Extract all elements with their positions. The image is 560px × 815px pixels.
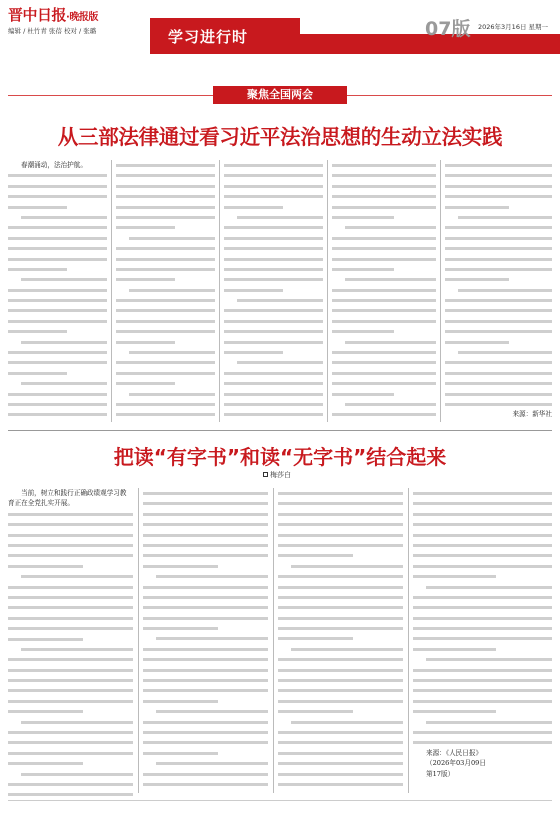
- text-line: [278, 769, 403, 779]
- text-line: [116, 181, 215, 191]
- text-line: [445, 170, 552, 180]
- text-line: [8, 274, 107, 284]
- text-line: [8, 737, 133, 747]
- byline-marker-icon: [263, 472, 268, 477]
- text-line: [8, 519, 133, 529]
- text-line: [224, 399, 323, 409]
- byline-author: 梅莎白: [270, 471, 291, 479]
- text-line: [8, 530, 133, 540]
- text-line: [332, 347, 436, 357]
- text-line: [224, 254, 323, 264]
- text-line: [143, 696, 268, 706]
- text-line: [413, 706, 552, 716]
- text-line: [445, 233, 552, 243]
- text-line: [445, 191, 552, 201]
- text-line: [224, 222, 323, 232]
- text-line: [413, 498, 552, 508]
- text-line: [278, 530, 403, 540]
- text-line: [8, 264, 107, 274]
- text-line: [8, 613, 133, 623]
- text-line: [143, 748, 268, 758]
- text-line: [224, 264, 323, 274]
- text-line: [332, 399, 436, 409]
- text-line: [8, 654, 133, 664]
- text-line: [143, 644, 268, 654]
- text-line: [224, 305, 323, 315]
- logo-edition: ·晚报版: [66, 12, 98, 23]
- text-line: [116, 337, 215, 347]
- text-line: [224, 274, 323, 284]
- text-line: [224, 170, 323, 180]
- text-line: [332, 181, 436, 191]
- text-line: [8, 295, 107, 305]
- article2-text-block: [413, 488, 552, 748]
- text-line: [332, 264, 436, 274]
- text-line: [8, 634, 133, 644]
- page-version: 07版: [425, 18, 471, 40]
- text-line: [8, 170, 107, 180]
- text-line: [143, 613, 268, 623]
- text-line: [445, 264, 552, 274]
- text-line: [8, 305, 107, 315]
- text-line: [224, 233, 323, 243]
- text-line: [8, 675, 133, 685]
- text-line: [413, 717, 552, 727]
- text-line: [413, 623, 552, 633]
- article1-headline: 从三部法律通过看习近平法治思想的生动立法实践: [57, 125, 503, 149]
- text-line: [413, 644, 552, 654]
- text-line: [413, 685, 552, 695]
- text-line: [143, 540, 268, 550]
- section-header: [8, 86, 552, 104]
- article-divider: [8, 430, 552, 431]
- text-line: [116, 274, 215, 284]
- text-line: [445, 160, 552, 170]
- text-line: [8, 550, 133, 560]
- text-line: [224, 389, 323, 399]
- text-line: [116, 326, 215, 336]
- text-line: [8, 212, 107, 222]
- article1-credit: 来源：新华社: [512, 410, 552, 419]
- text-line: [116, 202, 215, 212]
- text-line: [8, 665, 133, 675]
- issue-date: 2026年3月16日 星期一: [478, 23, 549, 31]
- text-line: [116, 357, 215, 367]
- text-line: [413, 571, 552, 581]
- article2-col-4: [413, 488, 552, 779]
- text-line: [143, 498, 268, 508]
- text-line: [143, 509, 268, 519]
- text-line: [278, 509, 403, 519]
- text-line: [8, 181, 107, 191]
- text-line: [224, 378, 323, 388]
- text-line: [278, 696, 403, 706]
- text-line: [445, 222, 552, 232]
- text-line: [143, 592, 268, 602]
- text-line: [278, 737, 403, 747]
- text-line: [8, 623, 133, 633]
- text-line: [332, 191, 436, 201]
- text-line: [278, 644, 403, 654]
- text-line: [143, 561, 268, 571]
- text-line: [8, 696, 133, 706]
- text-line: [8, 347, 107, 357]
- text-line: [143, 737, 268, 747]
- text-line: [278, 685, 403, 695]
- text-line: [332, 170, 436, 180]
- text-line: [332, 222, 436, 232]
- text-line: [116, 222, 215, 232]
- text-line: [278, 488, 403, 498]
- text-line: [413, 592, 552, 602]
- text-line: [332, 254, 436, 264]
- text-line: [116, 254, 215, 264]
- text-line: [116, 285, 215, 295]
- page-bottom-rule: [8, 800, 552, 801]
- text-line: [332, 285, 436, 295]
- text-line: [413, 727, 552, 737]
- text-line: [143, 488, 268, 498]
- text-line: [8, 748, 133, 758]
- article1-text-block: [332, 160, 436, 420]
- text-line: [445, 243, 552, 253]
- text-line: [413, 582, 552, 592]
- text-line: [8, 758, 133, 768]
- text-line: [143, 654, 268, 664]
- article2-pub-date: （2026年03月09日: [426, 759, 486, 768]
- text-line: [8, 243, 107, 253]
- text-line: [143, 685, 268, 695]
- text-line: [332, 305, 436, 315]
- text-line: [116, 212, 215, 222]
- text-line: [8, 561, 133, 571]
- text-line: [445, 337, 552, 347]
- text-line: [143, 758, 268, 768]
- text-line: [278, 675, 403, 685]
- text-line: [413, 530, 552, 540]
- text-line: [278, 665, 403, 675]
- text-line: [278, 748, 403, 758]
- column-rule: [138, 488, 139, 793]
- section-label: 聚焦全国两会: [213, 86, 347, 104]
- text-line: [116, 170, 215, 180]
- text-line: [224, 285, 323, 295]
- staff-credits: 编辑 / 杜竹青 张蓓 校对 / 张璐: [8, 27, 97, 35]
- article1-col-5: [445, 160, 552, 420]
- text-line: [445, 202, 552, 212]
- text-line: [224, 202, 323, 212]
- text-line: [278, 571, 403, 581]
- text-line: [143, 675, 268, 685]
- text-line: [8, 592, 133, 602]
- text-line: [116, 243, 215, 253]
- article2-col-1: [8, 488, 133, 800]
- article1-col-3: [224, 160, 323, 420]
- text-line: [332, 295, 436, 305]
- text-line: [278, 602, 403, 612]
- text-line: [143, 779, 268, 789]
- text-line: [143, 530, 268, 540]
- article2-text-block: [8, 509, 133, 800]
- text-line: [143, 769, 268, 779]
- text-line: [8, 191, 107, 201]
- article1-text-block: [116, 160, 215, 420]
- column-rule: [327, 160, 328, 422]
- text-line: [413, 613, 552, 623]
- text-line: [8, 706, 133, 716]
- text-line: [445, 347, 552, 357]
- text-line: [8, 337, 107, 347]
- text-line: [224, 160, 323, 170]
- text-line: [413, 654, 552, 664]
- text-line: [116, 316, 215, 326]
- text-line: [116, 368, 215, 378]
- text-line: [413, 675, 552, 685]
- article1-text-block: [8, 170, 107, 419]
- text-line: [8, 368, 107, 378]
- text-line: [8, 789, 133, 799]
- text-line: [116, 389, 215, 399]
- text-line: [116, 233, 215, 243]
- text-line: [116, 160, 215, 170]
- text-line: [116, 409, 215, 419]
- text-line: [224, 212, 323, 222]
- text-line: [224, 347, 323, 357]
- text-line: [8, 727, 133, 737]
- text-line: [8, 326, 107, 336]
- text-line: [8, 389, 107, 399]
- text-line: [445, 181, 552, 191]
- text-line: [278, 592, 403, 602]
- text-line: [413, 550, 552, 560]
- text-line: [332, 357, 436, 367]
- article2-credit: 来源：《人民日报》: [426, 748, 483, 757]
- text-line: [413, 602, 552, 612]
- text-line: [8, 582, 133, 592]
- text-line: [224, 368, 323, 378]
- column-rule: [273, 488, 274, 793]
- text-line: [332, 409, 436, 419]
- text-line: [8, 285, 107, 295]
- text-line: [8, 602, 133, 612]
- text-line: [445, 399, 552, 409]
- text-line: [143, 727, 268, 737]
- text-line: [413, 540, 552, 550]
- article1-col-2: [116, 160, 215, 420]
- text-line: [143, 633, 268, 643]
- article1-col-1: [8, 160, 107, 420]
- text-line: [278, 758, 403, 768]
- text-line: [224, 326, 323, 336]
- text-line: [445, 316, 552, 326]
- text-line: [8, 357, 107, 367]
- article2-col-3: [278, 488, 403, 789]
- text-line: [224, 337, 323, 347]
- text-line: [445, 274, 552, 284]
- text-line: [445, 285, 552, 295]
- text-line: [143, 519, 268, 529]
- text-line: [332, 202, 436, 212]
- text-line: [116, 191, 215, 201]
- text-line: [8, 685, 133, 695]
- newspaper-logo: [8, 4, 98, 25]
- text-line: [143, 717, 268, 727]
- text-line: [8, 409, 107, 419]
- text-line: [224, 316, 323, 326]
- text-line: [8, 254, 107, 264]
- text-line: [278, 550, 403, 560]
- text-line: [143, 571, 268, 581]
- text-line: [278, 519, 403, 529]
- text-line: [278, 582, 403, 592]
- text-line: [278, 561, 403, 571]
- text-line: [332, 274, 436, 284]
- text-line: [445, 295, 552, 305]
- text-line: [413, 488, 552, 498]
- text-line: [8, 202, 107, 212]
- text-line: [8, 378, 107, 388]
- text-line: [8, 644, 133, 654]
- article1-text-block: [224, 160, 323, 420]
- article2-page: 第17版）: [426, 769, 455, 778]
- text-line: [278, 613, 403, 623]
- text-line: [413, 561, 552, 571]
- text-line: [8, 571, 133, 581]
- article2-text-block: [143, 488, 268, 789]
- text-line: [413, 665, 552, 675]
- article1-col-4: [332, 160, 436, 420]
- text-line: [116, 399, 215, 409]
- text-line: [143, 706, 268, 716]
- text-line: [332, 337, 436, 347]
- text-line: [278, 779, 403, 789]
- article2-col-2: [143, 488, 268, 789]
- text-line: [332, 316, 436, 326]
- column-rule: [440, 160, 441, 422]
- text-line: [143, 582, 268, 592]
- text-line: [8, 540, 133, 550]
- text-line: [8, 509, 133, 519]
- article2-text-block: [278, 488, 403, 789]
- text-line: [445, 357, 552, 367]
- text-line: [143, 602, 268, 612]
- text-line: [445, 368, 552, 378]
- text-line: [445, 254, 552, 264]
- text-line: [8, 222, 107, 232]
- text-line: [413, 737, 552, 747]
- text-line: [116, 264, 215, 274]
- article1-text-block: [445, 160, 552, 409]
- text-line: [445, 212, 552, 222]
- section-tab-label: 学习进行时: [168, 28, 249, 46]
- masthead: [0, 0, 560, 56]
- article2-headline: 把读“有字书”和读“无字书”结合起来: [113, 445, 447, 469]
- text-line: [278, 633, 403, 643]
- column-rule: [111, 160, 112, 422]
- article2-opening: 当前，树立和践行正确政绩观学习教育正在全党扎实开展。: [8, 489, 127, 508]
- text-line: [278, 540, 403, 550]
- text-line: [116, 295, 215, 305]
- text-line: [445, 389, 552, 399]
- text-line: [278, 498, 403, 508]
- text-line: [332, 243, 436, 253]
- text-line: [413, 696, 552, 706]
- column-rule: [219, 160, 220, 422]
- text-line: [8, 769, 133, 779]
- text-line: [143, 623, 268, 633]
- logo-title: 晋中日报: [8, 6, 67, 24]
- text-line: [143, 665, 268, 675]
- article2-byline: [263, 470, 291, 480]
- text-line: [445, 305, 552, 315]
- text-line: [8, 316, 107, 326]
- text-line: [332, 368, 436, 378]
- text-line: [278, 706, 403, 716]
- text-line: [8, 399, 107, 409]
- text-line: [413, 509, 552, 519]
- text-line: [278, 727, 403, 737]
- column-rule: [408, 488, 409, 793]
- text-line: [224, 295, 323, 305]
- text-line: [278, 717, 403, 727]
- text-line: [332, 326, 436, 336]
- text-line: [8, 717, 133, 727]
- text-line: [413, 519, 552, 529]
- text-line: [445, 326, 552, 336]
- text-line: [224, 357, 323, 367]
- text-line: [8, 233, 107, 243]
- text-line: [332, 378, 436, 388]
- article1-opening: 春潮涌动，法治护航。: [21, 161, 87, 169]
- text-line: [332, 389, 436, 399]
- text-line: [116, 305, 215, 315]
- text-line: [332, 233, 436, 243]
- text-line: [332, 160, 436, 170]
- text-line: [224, 191, 323, 201]
- text-line: [278, 654, 403, 664]
- text-line: [413, 633, 552, 643]
- text-line: [445, 378, 552, 388]
- text-line: [224, 409, 323, 419]
- text-line: [8, 779, 133, 789]
- text-line: [143, 550, 268, 560]
- text-line: [332, 212, 436, 222]
- text-line: [116, 378, 215, 388]
- text-line: [224, 243, 323, 253]
- text-line: [224, 181, 323, 191]
- text-line: [116, 347, 215, 357]
- text-line: [278, 623, 403, 633]
